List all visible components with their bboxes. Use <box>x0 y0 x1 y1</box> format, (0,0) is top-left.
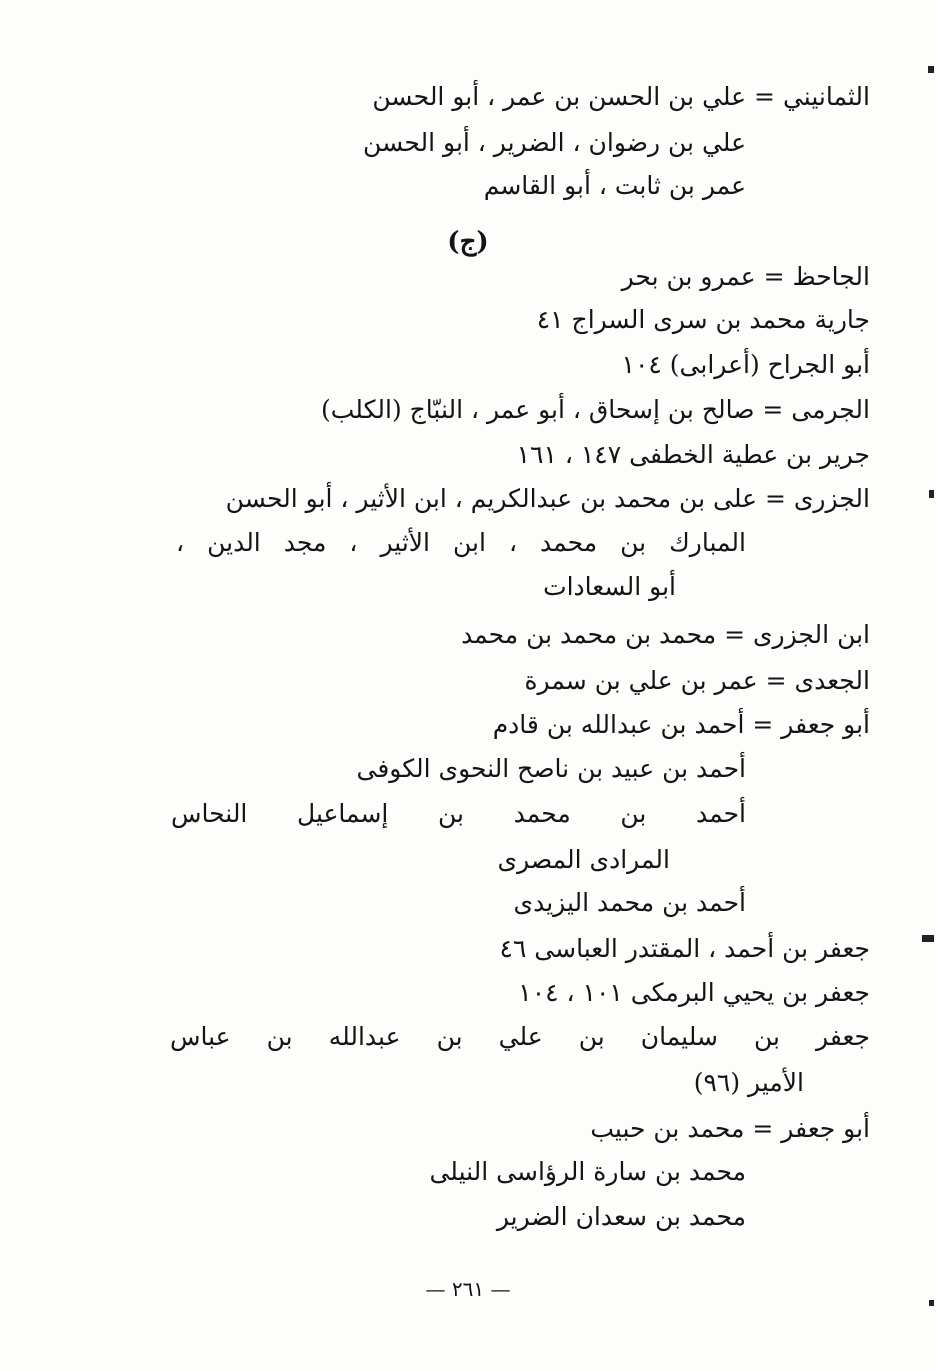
continuation-al-muradi: المرادى المصرى <box>497 845 670 874</box>
sub-entry-ahmad-al-yazidi: أحمد بن محمد اليزيدى <box>513 888 746 917</box>
entry-jafar-al-barmaki: جعفر بن يحيي البرمكى ١٠١ ، ١٠٤ <box>518 978 870 1007</box>
page-number: — ٢٦١ — <box>425 1277 511 1301</box>
entry-jarir: جرير بن عطية الخطفى ١٤٧ ، ١٦١ <box>516 440 870 469</box>
sub-entry-ali-ibn-radwan: علي بن رضوان ، الضرير ، أبو الحسن <box>363 128 746 157</box>
continuation-al-amir: الأمير (٩٦) <box>693 1068 804 1097</box>
continuation-abu-al-saadat: أبو السعادات <box>543 572 676 601</box>
entry-jadi: الجعدى = عمر بن علي بن سمرة <box>524 666 870 695</box>
sub-entry-ahmad-ibn-ubayd: أحمد بن عبيد بن ناصح النحوى الكوفى <box>356 754 746 783</box>
margin-speck <box>929 490 934 498</box>
section-heading-jim: (ج) <box>447 227 489 257</box>
entry-jafar-ibn-ahmad: جعفر بن أحمد ، المقتدر العباسى ٤٦ <box>499 934 870 963</box>
entry-thamanini: الثمانيني = علي بن الحسن بن عمر ، أبو الحسن <box>372 82 870 111</box>
margin-speck <box>922 935 934 942</box>
margin-speck <box>928 66 934 73</box>
sub-entry-umar-ibn-thabit: عمر بن ثابت ، أبو القاسم <box>483 171 746 200</box>
entry-ibn-al-jazari: ابن الجزرى = محمد بن محمد بن محمد <box>461 620 870 649</box>
entry-abu-al-jarrah: أبو الجراح (أعرابى) ١٠٤ <box>621 350 870 379</box>
margin-speck <box>929 1300 934 1306</box>
entry-jariya: جارية محمد بن سرى السراج ٤١ <box>536 305 870 334</box>
entry-abu-jafar-muhammad: أبو جعفر = محمد بن حبيب <box>590 1114 870 1143</box>
entry-jahiz: الجاحظ = عمرو بن بحر <box>621 262 870 291</box>
entry-jafar-ibn-sulayman: جعفر بن سليمان بن علي بن عبدالله بن عباس <box>170 1022 870 1051</box>
entry-jazari: الجزرى = على بن محمد بن عبدالكريم ، ابن الأثير ، أبو الحسن <box>225 484 870 513</box>
entry-jarmi: الجرمى = صالح بن إسحاق ، أبو عمر ، النبّاج (الكلب) <box>321 395 870 424</box>
sub-entry-muhammad-ibn-sadan: محمد بن سعدان الضرير <box>496 1202 746 1231</box>
sub-entry-mubarak: المبارك بن محمد ، ابن الأثير ، مجد الدين ، <box>176 528 746 557</box>
sub-entry-ahmad-al-nahhas: أحمد بن محمد بن إسماعيل النحاس <box>171 799 746 828</box>
sub-entry-muhammad-ibn-sara: محمد بن سارة الرؤاسى النيلى <box>429 1157 746 1186</box>
entry-abu-jafar-ahmad: أبو جعفر = أحمد بن عبدالله بن قادم <box>492 710 870 739</box>
